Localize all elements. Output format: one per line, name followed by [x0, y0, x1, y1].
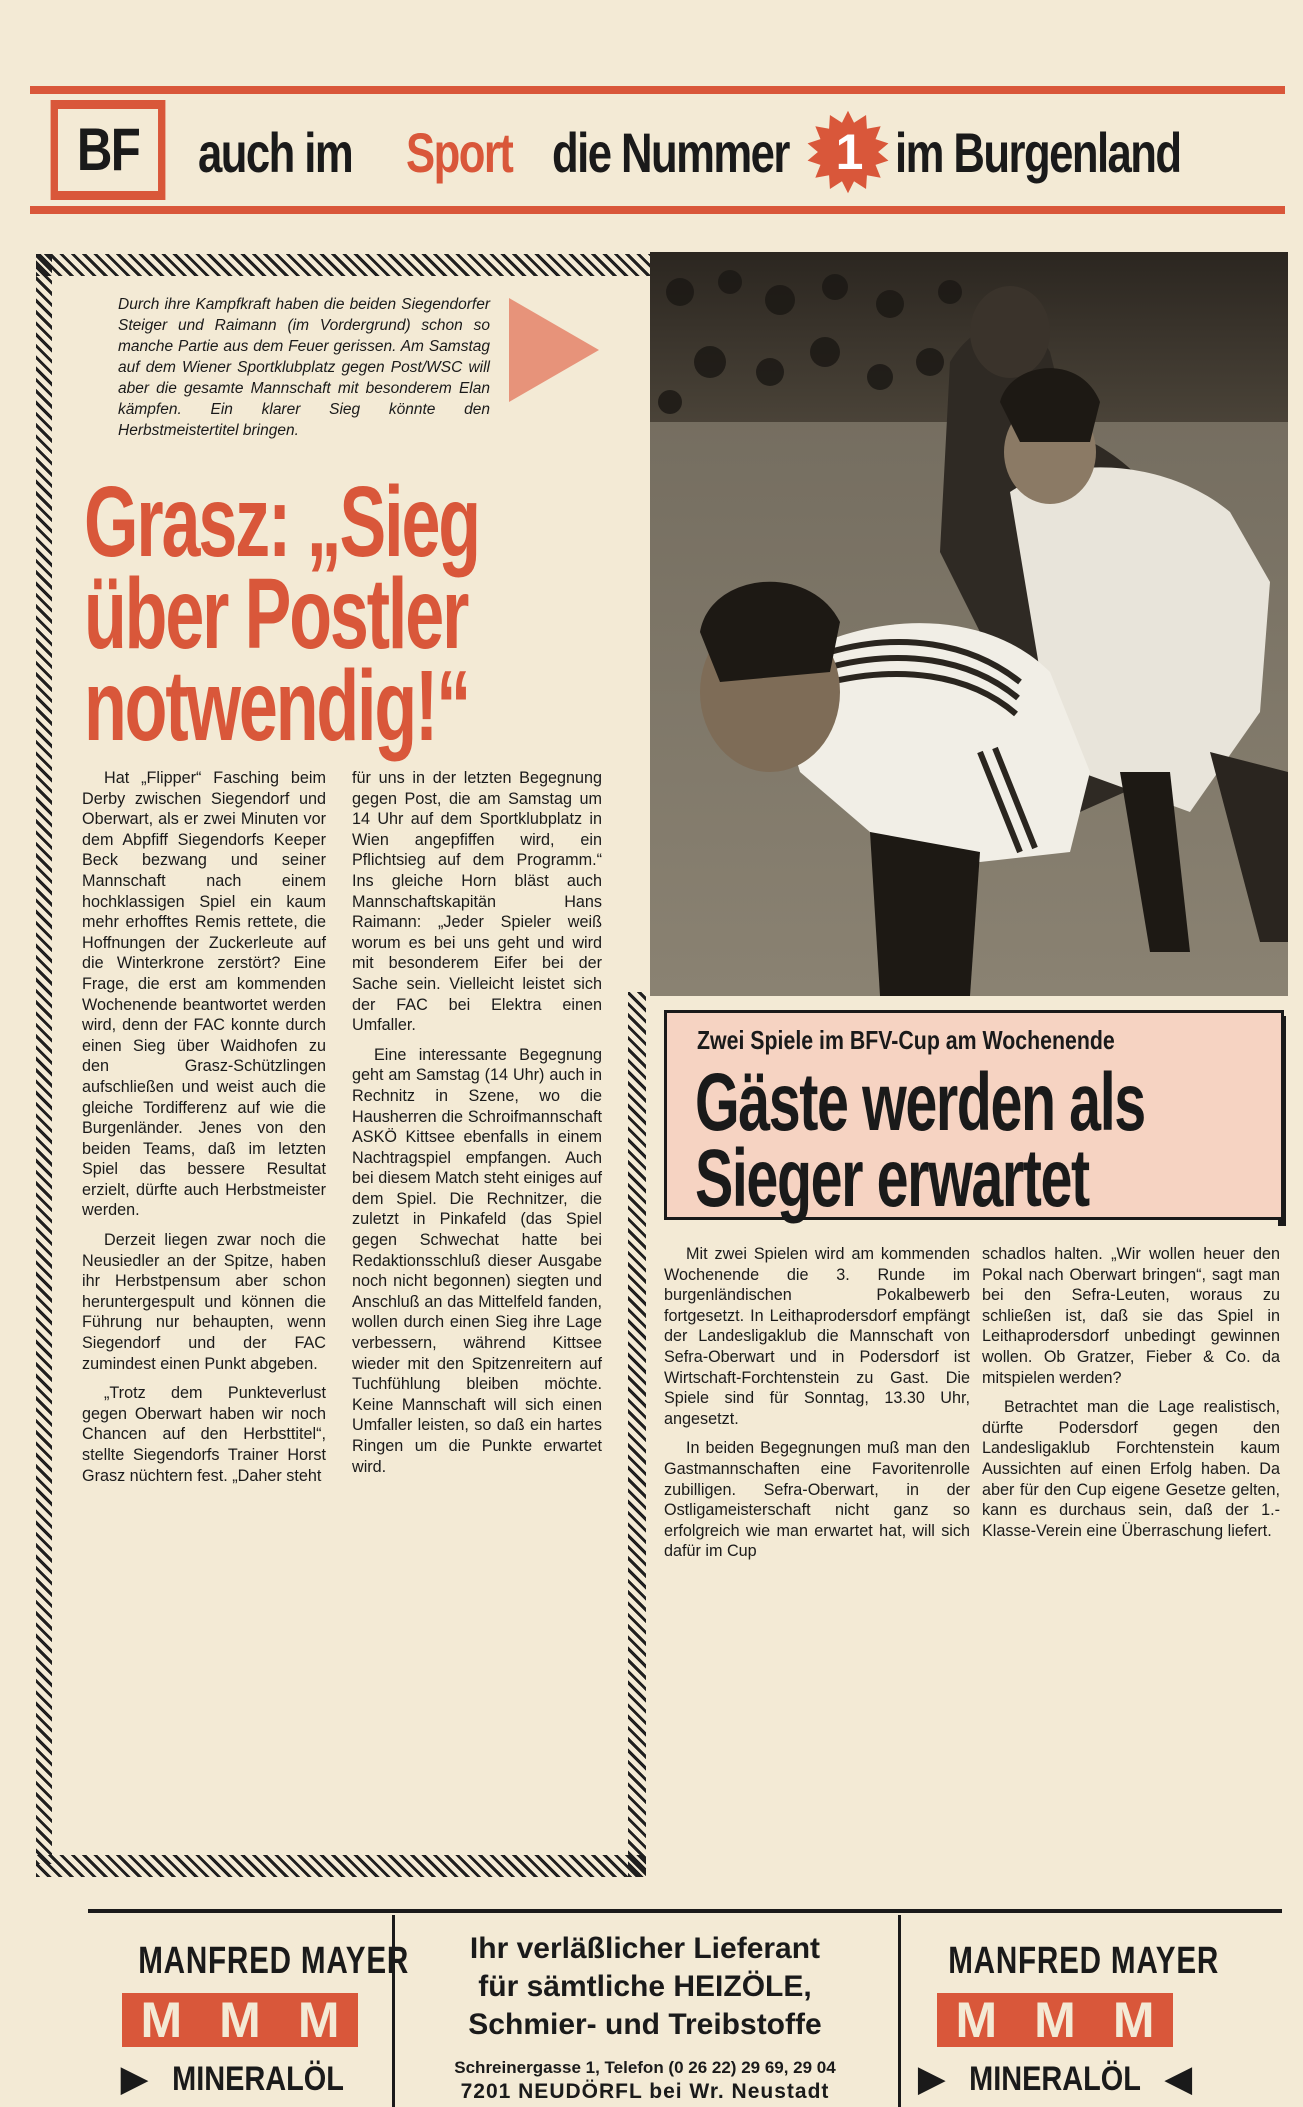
logo-letter: M [297, 1992, 340, 2048]
ad-top-rule [88, 1909, 1282, 1913]
football-photo [650, 252, 1288, 996]
ad-text [410, 1930, 880, 2104]
slogan-part-2: die Nummer [551, 120, 789, 184]
banner-slogan [198, 112, 1278, 192]
ad-line-2: für sämtliche HEIZÖLE, [478, 1970, 812, 2003]
cup-headline-box [664, 1010, 1284, 1224]
ad-logo-left [100, 1940, 410, 2099]
ad-mineral: MINERALÖL [171, 2060, 344, 2098]
paragraph: Mit zwei Spielen wird am kommenden Wochenende die 3. Runde im burgenländischen Pokalbewerb fortgesetzt. In Leithaprodersdorf empfängt der Landesligaklub die Mannschaft von Sefra-Oberwart und in Podersdorf ist Wirtschaft-Forchtenstein zu Gast. Die Spiele sind für Sonntag, 13.30 Uhr, angesetzt. [664, 1245, 970, 1428]
cup-column-2 [982, 1244, 1280, 1550]
arrow-left-icon: ◀ [1165, 2060, 1192, 2098]
ad-logo-right [910, 1940, 1220, 2099]
ad-mineral-line [100, 2059, 380, 2099]
paragraph: In beiden Begegnungen muß man den Gastmannschaften eine Favoritenrolle zubilligen. Sefra-Oberwart, in der Ostligameisterschaft nicht ganz so erfolgreich wie man erwartet hat, will sich dafür im Cup [664, 1439, 970, 1561]
logo-letter: M [140, 1992, 183, 2048]
article-column-1 [82, 768, 326, 1495]
paragraph: Betrachtet man die Lage realistisch, dürfte Podersdorf gegen den Landesligaklub Forchtenstein kaum Aussichten auf einen Erfolg haben. Da aber für den Cup eigene Gesetze gelten, kann es durchaus sein, daß der 1.-Klasse-Verein eine Überraschung liefert. [982, 1398, 1280, 1540]
badge-number: 1 [835, 124, 862, 180]
paragraph: Hat „Flipper“ Fasching beim Derby zwischen Siegendorf und Oberwart, als er zwei Minuten vor dem Abpfiff Siegendorfs Keeper Beck bezwang und seiner Mannschaft nach einem hochklassigen Spiel ein kaum mehr erhofftes Remis rettete, die Hoffnungen der Zuckerleute auf die Winterkrone zerstört? Eine Frage, die erst am kommenden Wochenende beantwortet werden wird, denn der FAC konnte durch einen Sieg über Waidhofen zu den Grasz-Schützlingen aufschließen und weist auch die gleiche Tordifferenz auf wie die Burgenländer. Jenes von den beiden Teams, daß im letzten Spiel das bessere Resultat erzielt, dürfte auch Herbstmeister werden. [82, 769, 326, 1220]
slogan-sport: Sport [405, 120, 512, 184]
ad-address: Schreinergasse 1, Telefon (0 26 22) 29 69, 29 04 [454, 2058, 836, 2077]
hatched-border-right [628, 992, 646, 1877]
hatched-border-bottom [36, 1855, 646, 1877]
ad-mineral-line [910, 2059, 1200, 2099]
hatched-border-top [36, 254, 650, 276]
slogan-part-1: auch im [198, 120, 353, 184]
masthead-banner [30, 86, 1285, 214]
logo-letter: M [955, 1992, 998, 2048]
paragraph: „Trotz dem Punkteverlust gegen Oberwart haben wir noch Chancen auf den Herbsttitel“, stellte Siegendorfs Trainer Horst Grasz nüchtern fest. „Daher steht [82, 1384, 326, 1485]
cup-title [695, 1057, 1303, 1224]
paragraph: Derzeit liegen zwar noch die Neusiedler an der Spitze, haben ihr Herbstpensum aber schon heruntergespult und können die Führung nur behaupten, wenn Siegendorf und der FAC zumindest einen Punkt abgeben. [82, 1231, 326, 1373]
ad-divider-right [898, 1915, 901, 2107]
ad-company-name: MANFRED MAYER [138, 1940, 410, 1982]
headline-line-1: Grasz: „Sieg [84, 466, 479, 578]
logo-letter: M [219, 1992, 261, 2048]
caption-arrow-icon [505, 298, 601, 402]
starburst-number-badge [805, 109, 891, 195]
ad-mineral: MINERALÖL [969, 2060, 1141, 2098]
bf-logo: BF [51, 100, 166, 200]
article-column-2 [352, 768, 602, 1486]
cup-column-1 [664, 1244, 970, 1571]
mmm-logo [122, 1993, 358, 2047]
ad-city: 7201 NEUDÖRFL bei Wr. Neustadt [460, 2080, 830, 2103]
logo-letter: M [1034, 1992, 1076, 2048]
ad-company-name: MANFRED MAYER [948, 1940, 1220, 1982]
paragraph: Eine interessante Begegnung geht am Samstag (14 Uhr) auch in Rechnitz in Szene, wo die Hausherren die Schroifmannschaft ASKÖ Kittsee ebenfalls in einem Nachtragspiel empfangen. Auch bei diesem Match steht einiges auf dem Spiel. Die Rechnitzer, die zuletzt in Pinkafeld (das Spiel gegen Schwechat hatte bei Redaktionsschluß dieser Ausgabe noch nicht begonnen) siegten und Anschluß an das Mittelfeld fanden, wollen durch einen Sieg ihre Lage verbessern, während Kittsee wieder mit den Spitzenreitern auf Tuchfühlung bleiben möchte. Keine Mannschaft will sich einen Umfaller leisten, so daß ein hartes Ringen um die Punkte erwartet wird. [352, 1045, 602, 1476]
paragraph: für uns in der letzten Begegnung gegen Post, die am Samstag um 14 Uhr auf dem Sportklubplatz in Wien angepfiffen wird, ein Pflichtsieg auf dem Programm.“ Ins gleiche Horn bläst auch Mannschaftskapitän Hans Raimann: „Jeder Spieler weiß worum es bei uns geht und wird mit besonderem Eifer bei der Sache sein. Vielleicht leistet sich der FAC bei Elektra einen Umfaller. [352, 769, 602, 1035]
mmm-logo [937, 1993, 1173, 2047]
logo-letter: M [1112, 1992, 1155, 2048]
photo-caption: Durch ihre Kampfkraft haben die beiden Siegendorfer Steiger und Raimann (im Vordergrund) schon so manche Partie aus dem Feuer gerissen. Am Samstag auf dem Wiener Sportklubplatz gegen Post/WSC will aber die gesamte Mannschaft mit besonderem Elan kämpfen. Ein klarer Sieg könnte den Herbstmeistertitel bringen. [118, 296, 490, 439]
paragraph: schadlos halten. „Wir wollen heuer den Pokal nach Oberwart bringen“, sagt man bei den Sefra-Leuten, woraus zu schließen ist, daß sie das Spiel in Leithaprodersdorf unbedingt gewinnen wollen. Ob Gratzer, Fieber & Co. da mitspielen werden? [982, 1245, 1280, 1387]
slogan-part-3: im Burgenland [895, 120, 1181, 184]
cup-title-line-1: Gäste werden als [695, 1057, 1145, 1148]
cup-kicker: Zwei Spiele im BFV-Cup am Wochenende [697, 1025, 1115, 1055]
ad-line-3: Schmier- und Treibstoffe [468, 2008, 822, 2041]
arrow-right-icon: ▶ [918, 2060, 945, 2098]
hatched-border-left [36, 254, 52, 1864]
headline-line-3: notwendig!“ [84, 650, 470, 762]
arrow-right-icon: ▶ [121, 2060, 148, 2098]
article-headline [84, 466, 624, 762]
cup-title-line-2: Sieger erwartet [695, 1133, 1089, 1224]
ad-line-1: Ihr verläßlicher Lieferant [469, 1932, 821, 1965]
headline-line-2: über Postler [84, 558, 468, 670]
